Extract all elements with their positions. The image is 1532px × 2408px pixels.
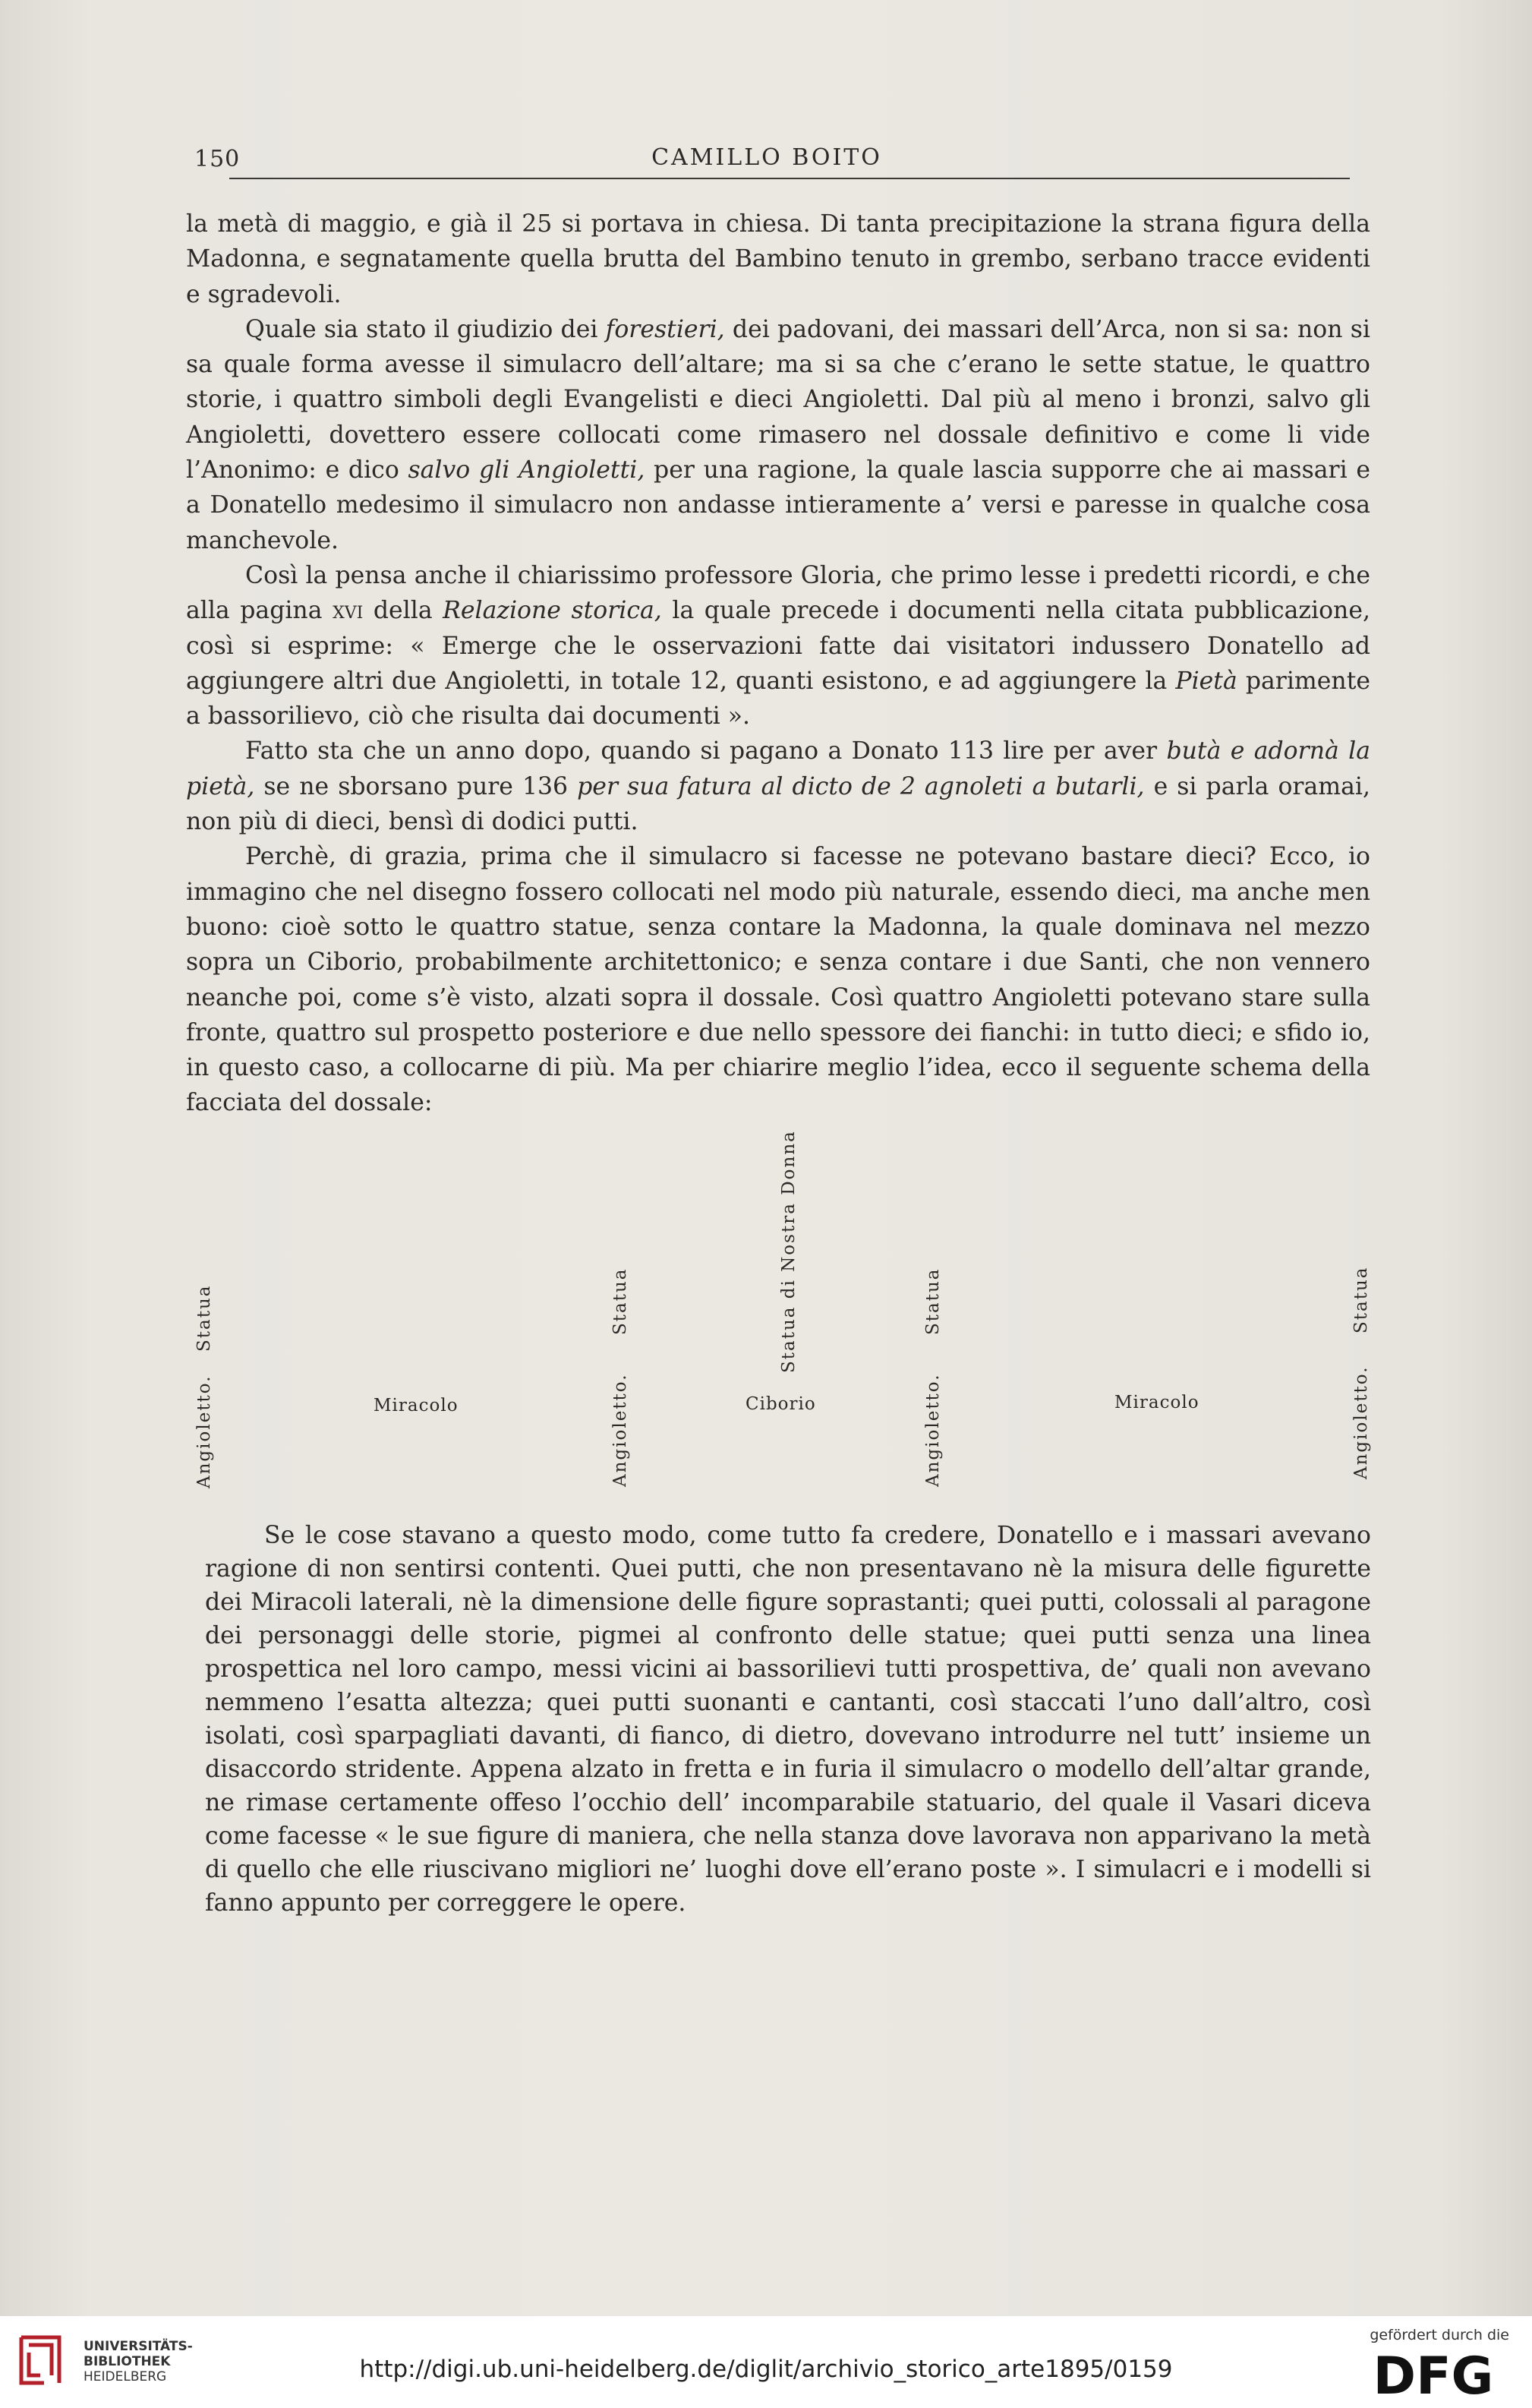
schema-statua-2: Statua (610, 1267, 630, 1335)
text-run: parimente a bassorilievo, ciò che risulta dai documenti ». (186, 667, 1370, 731)
text-run: Quale sia stato il giudizio dei (245, 315, 606, 343)
library-name-line3: HEIDELBERG (84, 2369, 167, 2384)
running-title: CAMILLO BOITO (651, 144, 882, 171)
library-name-line1: UNIVERSITÄTS- (84, 2339, 193, 2354)
body-text-upper (186, 207, 1370, 1121)
running-head (184, 135, 1350, 181)
schema-ciborio: Ciborio (746, 1394, 816, 1414)
italic-run: Pietà (1175, 667, 1237, 695)
schema-angioletto-2: Angioletto. (610, 1373, 630, 1487)
italic-run: butà e adornà la pietà, (186, 737, 1370, 800)
text-run: laterali, nè la dimensione delle figure soprastanti; quei putti, colossali al paragone dei personaggi delle storie, pigmei al confronto delle statue; quei putti senza una linea prospettica nel loro campo, messi vicini ai bassorilievi tutti prospettiva, de’ quali non avevano nemmeno l’esatta altezza; quei putti suonanti e cantanti, così staccati l’uno dall’altro, così isolati, così sparpagliati davanti, di fianco, di dietro, dovevano introdurre nel tutt’ insieme un disaccordo stridente. Appena alzato in fretta e in furia il simulacro o modello dell’altar grande, ne rimase certamente offeso l’occhio dell’ incomparabile statuario, del quale il Vasari diceva come facesse « le sue figure di maniera, che nella stanza dove lavorava non apparivano la metà di quello che elle riuscivano migliori ne’ luoghi dove ell’erano poste ». I simulacri e i modelli si fanno appunto per correggere le opere. (205, 1589, 1371, 1917)
schema-angioletto-4: Angioletto. (1351, 1365, 1371, 1479)
altar-schema-diagram (184, 1094, 1383, 1504)
text-run: Così la pensa anche il chiarissimo professore Gloria, che primo lesse i predetti ricordi, e che alla pagina (186, 561, 1370, 625)
library-name-line2: BIBLIOTHEK (84, 2354, 171, 2369)
paragraph (186, 312, 1370, 558)
italic-run: per sua fatura al dicto de 2 agnoleti a butarli, (577, 772, 1145, 800)
paragraph (186, 207, 1370, 312)
footer (0, 2316, 1532, 2408)
page-number: 150 (194, 146, 241, 172)
dfg-logo-icon (1357, 2346, 1509, 2400)
text-run: la metà di maggio, e già il 25 si portava in chiesa. Di tanta precipitazione la strana figura della Madonna, e segnatamente quella brutta del Bambino tenuto in grembo, serbano tracce evidenti e sgradevoli. (186, 210, 1370, 308)
body-text-lower (205, 1519, 1371, 1920)
schema-statua-4: Statua (1351, 1266, 1371, 1333)
paragraph (205, 1519, 1371, 1920)
schema-angioletto-1: Angioletto. (194, 1374, 214, 1488)
text-run: dei padovani, dei massari dell’Arca, non si sa: non si sa quale forma avesse il simulacro dell’altare; ma si sa che c’erano le sette statue, le quattro storie, i quattro simboli degli Evangelisti e dieci Angioletti. Dal più al meno i bronzi, salvo gli Angioletti, dovettero essere collocati come rimasero nel dossale definitivo e come li vide l’Anonimo: e dico (186, 315, 1370, 484)
schema-statua-1: Statua (194, 1284, 214, 1352)
schema-statua-madonna: Statua di Nostra Donna (779, 1130, 799, 1373)
paragraph (186, 558, 1370, 734)
text-run: se ne sborsano pure 136 (254, 772, 578, 800)
text-run: Fatto sta che un anno dopo, quando si pagano a Donato 113 lire per aver (245, 737, 1167, 765)
text-run: la quale precede i documenti nella citata pubblicazione, così si esprime: « Emerge che le osservazioni fatte dai visitatori indussero Donatello ad aggiungere altri due Angioletti, in totale 12, quanti esistono, e ad aggiungere la (186, 597, 1370, 695)
italic-run: salvo gli Angioletti, (408, 456, 645, 484)
paragraph (186, 839, 1370, 1120)
paragraph (186, 734, 1370, 839)
text-run: Se le cose stavano a questo modo, come tutto fa credere, Donatello e i massari avevano ragione di non sentirsi contenti. Quei putti, che non presentavano nè la misura delle figurette dei (205, 1522, 1371, 1616)
text-run: xvi (333, 597, 364, 625)
italic-run: Relazione storica, (443, 597, 662, 625)
schema-miracolo-right: Miracolo (1114, 1393, 1199, 1412)
header-rule (229, 178, 1350, 179)
text-run: e si parla oramai, non più di dieci, bensì di dodici putti. (186, 772, 1370, 836)
text-run: della (363, 597, 443, 625)
schema-angioletto-3: Angioletto. (923, 1373, 943, 1487)
schema-statua-3: Statua (923, 1267, 943, 1335)
funding-note: gefördert durch die (1370, 2327, 1509, 2343)
dfg-logo-text: DFG (1373, 2346, 1494, 2400)
text-run: per una ragione, la quale lascia supporre che ai massari e a Donatello medesimo il simulacro non andasse intieramente a’ versi e paresse in qualche cosa manchevole. (186, 456, 1370, 554)
schema-miracolo-left: Miracolo (374, 1396, 459, 1415)
text-run: Perchè, di grazia, prima che il simulacro si facesse ne potevano bastare dieci? Ecco, io immagino che nel disegno fossero collocati nel modo più naturale, essendo dieci, ma anche men buono: cioè sotto le quattro statue, senza contare la Madonna, la quale dominava nel mezzo sopra un Ciborio, probabilmente architettonico; e senza contare i due Santi, che non vennero neanche poi, come s’è visto, alzati sopra il dossale. Così quattro Angioletti potevano stare sulla fronte, quattro sul prospetto posteriore e due nello spessore dei fianchi: in tutto dieci; e sfido io, in questo caso, a collocarne di più. Ma per chiarire meglio l’idea, ecco il seguente schema della facciata del dossale: (186, 843, 1370, 1117)
italic-run: forestieri, (605, 315, 725, 343)
source-url-link[interactable]: http://digi.ub.uni-heidelberg.de/diglit/archivio_storico_arte1895/0159 (359, 2356, 1173, 2383)
italic-run: Miracoli (250, 1589, 351, 1616)
